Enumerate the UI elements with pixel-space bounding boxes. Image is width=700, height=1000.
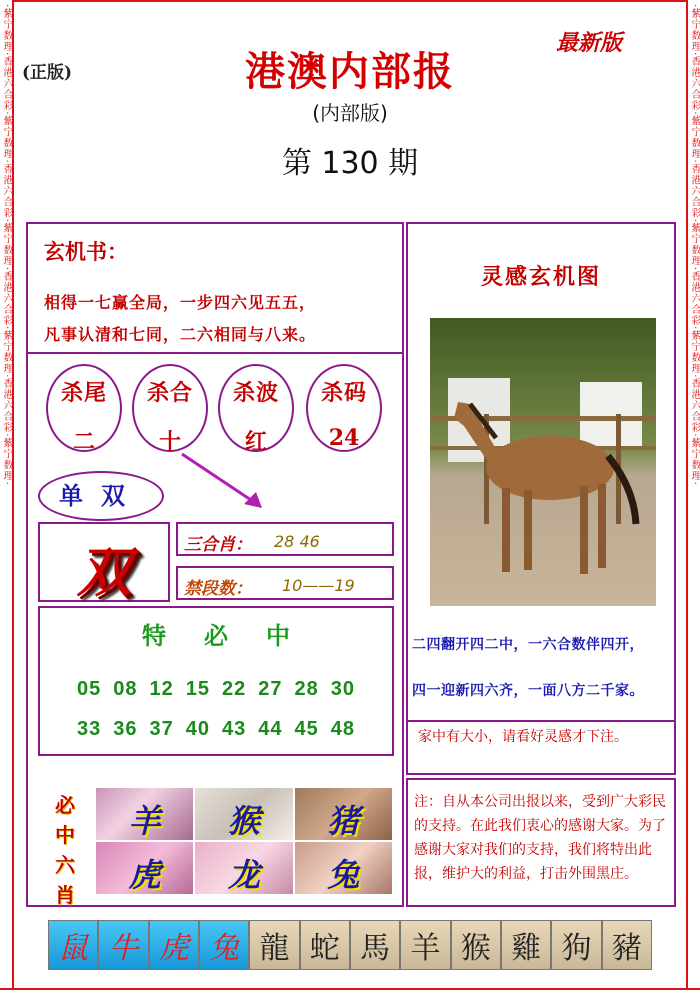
- notice-panel: [406, 778, 676, 907]
- arrow-icon: [178, 450, 268, 514]
- bottom-border: [0, 988, 700, 1000]
- kill-range-box: [176, 566, 394, 600]
- oval-label: 杀尾: [60, 380, 107, 406]
- zodiac-tile-highlighted: 牛: [98, 920, 148, 970]
- special-numbers-title: 特必中: [142, 621, 328, 650]
- oval-kill-wave: [218, 364, 294, 455]
- zodiac-tile: 蛇: [300, 920, 350, 970]
- sanhe-value: 28 46: [274, 532, 320, 551]
- edition-label: (正版): [22, 63, 73, 83]
- kill-range-label: 禁段数：: [184, 579, 252, 599]
- number-row-2: [40, 718, 392, 741]
- horse-photo: [430, 318, 656, 606]
- zodiac-cell: [295, 788, 392, 840]
- number: 48: [330, 718, 355, 740]
- sanhe-box: [176, 522, 394, 556]
- big-char: 双: [77, 540, 131, 604]
- zodiac-tile: 龍: [249, 920, 299, 970]
- zodiac-cell: [96, 842, 193, 894]
- number: 30: [330, 678, 355, 700]
- zodiac-char: 虎: [128, 856, 161, 894]
- number: 40: [185, 718, 210, 740]
- number: 15: [185, 678, 210, 700]
- big-char-box: [38, 522, 170, 602]
- zodiac-tile-highlighted: 虎: [149, 920, 199, 970]
- zodiac-tiles: [48, 920, 652, 970]
- special-numbers-box: [38, 606, 394, 756]
- number: 12: [149, 678, 174, 700]
- sanhe-label: 三合肖：: [184, 535, 252, 555]
- zodiac-tile: 馬: [350, 920, 400, 970]
- odd-even-oval: 单双: [38, 471, 164, 521]
- oval-kill-code: [306, 364, 382, 452]
- top-border: [14, 0, 686, 2]
- oval-value: 24: [328, 425, 360, 451]
- oval-value: 二: [72, 429, 95, 455]
- zodiac-char: 猴: [227, 802, 260, 840]
- number: 43: [222, 718, 247, 740]
- zodiac-tile: 狗: [551, 920, 601, 970]
- page-title: 港澳内部报: [245, 48, 455, 95]
- inspiration-title: 灵感玄机图: [480, 264, 601, 290]
- number: 33: [77, 718, 102, 740]
- six-zodiac-label: 必中六肖: [55, 793, 75, 907]
- divider: [28, 352, 402, 354]
- page-subtitle: (内部版): [312, 101, 388, 125]
- number: 05: [77, 678, 102, 700]
- left-strip-text: ·紫宁数理·香港六合彩·紫宁数理·香港六合彩·紫宁数理·香港六合彩·紫宁数理·香港六合彩·紫宁数理·: [1, 4, 12, 486]
- notice-text: 注：自从本公司出报以来，受到广大彩民的支持。在此我们衷心的感谢大家。为了感谢大家对我们的支持，我们将特出此报，维护大的利益，打击外围黑庄。: [414, 794, 666, 882]
- xuanji-line-1: 相得一七赢全局，一步四六见五五，: [44, 293, 317, 312]
- oval-kill-tail: [46, 364, 122, 455]
- issue-number: 第 130 期: [281, 146, 419, 181]
- oval-label: 杀合: [146, 380, 193, 406]
- six-zodiac-grid: [96, 788, 392, 894]
- zodiac-tile-highlighted: 鼠: [48, 920, 98, 970]
- horse-image-icon: [430, 318, 656, 606]
- number: 27: [258, 678, 283, 700]
- oval-label: 杀码: [320, 380, 367, 406]
- left-panel: [26, 222, 404, 907]
- divider: [408, 720, 674, 722]
- zodiac-cell: [195, 842, 292, 894]
- number: 44: [258, 718, 283, 740]
- number: 37: [149, 718, 174, 740]
- zodiac-cell: [96, 788, 193, 840]
- oval-value: 红: [244, 429, 267, 455]
- zodiac-tile: 羊: [400, 920, 450, 970]
- warning-text: 家中有大小，请看好灵感才下注。: [418, 729, 628, 745]
- xuanji-title: 玄机书：: [44, 239, 128, 264]
- oval-kill-sum: [132, 364, 208, 455]
- zodiac-char: 羊: [128, 802, 161, 840]
- right-panel: [406, 222, 676, 775]
- zodiac-char: 猪: [327, 802, 360, 840]
- zodiac-char: 龙: [227, 856, 260, 894]
- number: 08: [113, 678, 138, 700]
- xuanji-line-2: 凡事认清和七同，二六相同与八来。: [44, 325, 317, 344]
- number: 28: [294, 678, 319, 700]
- zodiac-tile-highlighted: 兔: [199, 920, 249, 970]
- zodiac-tile: 猴: [451, 920, 501, 970]
- number: 45: [294, 718, 319, 740]
- number: 36: [113, 718, 138, 740]
- zodiac-cell: [195, 788, 292, 840]
- oval-label: 杀波: [232, 380, 279, 406]
- zodiac-cell: [295, 842, 392, 894]
- zodiac-tile: 豬: [602, 920, 652, 970]
- oval-value: 十: [158, 429, 181, 455]
- poem-line-2: 四一迎新四六齐，一面八方二千家。: [412, 683, 644, 699]
- zodiac-tile: 雞: [501, 920, 551, 970]
- newest-label: 最新版: [555, 30, 622, 56]
- right-strip-text: ·紫宁数理·香港六合彩·紫宁数理·香港六合彩·紫宁数理·香港六合彩·紫宁数理·香港六合彩·紫宁数理·: [689, 4, 700, 486]
- kill-range-value: 10——19: [282, 576, 355, 595]
- zodiac-char: 兔: [327, 856, 360, 894]
- number-row-1: [40, 678, 392, 701]
- number: 22: [222, 678, 247, 700]
- poem-line-1: 二四翻开四二中，一六合数伴四开，: [412, 637, 644, 653]
